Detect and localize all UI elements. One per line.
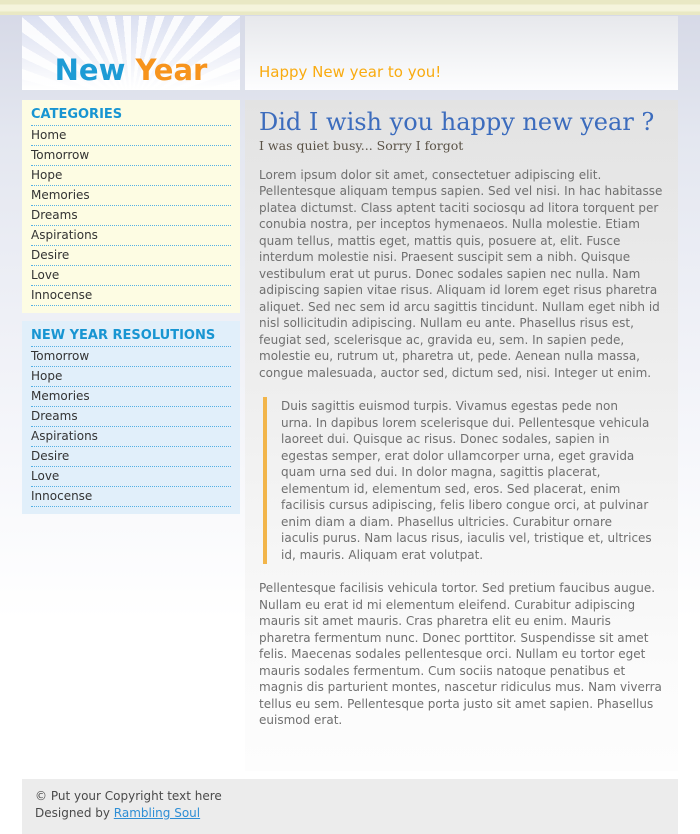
post-paragraph-2: Pellentesque facilisis vehicula tortor. Sed pretium faucibus augue. Nullam eu erat id mi elementum eleifend. Curabitur adipiscing mauris sit amet mauris. Cras pharetra elit eu enim. Mauris pharetra fermentum nunc. Donec porttitor. Suspendisse sit amet felis. Maecenas sodales pellentesque orci. Nullam eu tortor eget mauris sodales fermentum. Cum sociis natoque penatibus et magnis dis parturient montes, nascetur ridiculus mus. Nam viverra tellus eu sem. Pellentesque porta justo sit amet sapien. Phasellus euismod erat. bbox=[259, 581, 662, 728]
sidebar-item[interactable]: Desire bbox=[31, 246, 231, 266]
sidebar-section-categories bbox=[22, 100, 240, 313]
sidebar-item[interactable]: Dreams bbox=[31, 407, 231, 427]
sidebar-item[interactable]: Innocense bbox=[31, 487, 231, 507]
tagline: Happy New year to you! bbox=[259, 63, 442, 81]
top-strip bbox=[0, 0, 700, 15]
sidebar-item[interactable]: Home bbox=[31, 126, 231, 146]
sidebar-item[interactable]: Innocense bbox=[31, 286, 231, 306]
sidebar-section-resolutions bbox=[22, 321, 240, 514]
logo-word-new: New bbox=[54, 53, 126, 87]
copyright-text: © Put your Copyright text here bbox=[35, 788, 222, 803]
sidebar bbox=[22, 100, 240, 514]
sidebar-item[interactable]: Love bbox=[31, 467, 231, 487]
designed-by-line bbox=[35, 805, 665, 822]
sidebar-item[interactable]: Desire bbox=[31, 447, 231, 467]
categories-list bbox=[31, 126, 231, 306]
site-logo[interactable] bbox=[22, 16, 240, 90]
site-logo-text bbox=[22, 53, 240, 87]
post-title: Did I wish you happy new year ? bbox=[259, 108, 655, 136]
sidebar-item[interactable]: Memories bbox=[31, 387, 231, 407]
sidebar-item[interactable]: Hope bbox=[31, 367, 231, 387]
sidebar-item[interactable]: Aspirations bbox=[31, 427, 231, 447]
sidebar-item[interactable]: Tomorrow bbox=[31, 347, 231, 367]
sidebar-item[interactable]: Love bbox=[31, 266, 231, 286]
header-banner bbox=[245, 16, 678, 90]
page-container bbox=[22, 16, 678, 834]
designed-by-prefix: Designed by bbox=[35, 805, 114, 820]
sidebar-item[interactable]: Dreams bbox=[31, 206, 231, 226]
post-paragraph-1: Lorem ipsum dolor sit amet, consectetuer adipiscing elit. Pellentesque aliquam tempus sapien. Sed vel nisi. In hac habitasse platea dictumst. Class aptent taciti sociosqu ad litora torquent per conubia nostra, per inceptos hymenaeos. Nulla molestie. Etiam quam tellus, mattis eget, mattis quis, posuere at, elit. Fusce interdum molestie nisi. Praesent suscipit sem a nibh. Quisque vestibulum erat ut purus. Donec sodales sapien nec nulla. Nam adipiscing sapien vitae risus. Aliquam id lorem eget risus pharetra aliquet. Sed nec sem id arcu sagittis tincidunt. Nullam eget nibh id nisl sollicitudin adipiscing. Nullam eu ante. Phasellus risus est, feugiat sed, scelerisque ac, gravida eu, sem. In sapien pede, molestie eu, rutrum ut, pharetra ut, pede. Aenean nulla massa, congue malesuada, auctor sed, dictum sed, nisi. Integer ut enim. bbox=[259, 167, 663, 380]
post-subtitle: I was quiet busy... Sorry I forgot bbox=[259, 137, 464, 153]
sidebar-item[interactable]: Hope bbox=[31, 166, 231, 186]
content-area bbox=[22, 100, 678, 771]
post-content bbox=[245, 100, 678, 771]
logo-word-year: Year bbox=[135, 53, 208, 87]
resolutions-heading: NEW YEAR RESOLUTIONS bbox=[31, 326, 231, 347]
sidebar-item[interactable]: Aspirations bbox=[31, 226, 231, 246]
categories-heading: CATEGORIES bbox=[31, 105, 231, 126]
footer bbox=[22, 779, 678, 834]
header bbox=[22, 16, 678, 90]
sidebar-item[interactable]: Tomorrow bbox=[31, 146, 231, 166]
sidebar-item[interactable]: Memories bbox=[31, 186, 231, 206]
post-blockquote: Duis sagittis euismod turpis. Vivamus egestas pede non urna. In dapibus lorem scelerisque dui. Pellentesque vehicula laoreet dui. Quisque ac risus. Donec sodales, sapien in egestas semper, erat dolor ullamcorper urna, eget gravida quam urna sed dui. In dolor magna, sagittis placerat, elementum id, elementum sed, eros. Sed placerat, enim facilisis cursus adipiscing, felis libero congue orci, at pulvinar enim diam a diam. Phasellus ultricies. Curabitur ornare iaculis purus. Nam lacus risus, iaculis vel, tristique et, ultrices id, mauris. Aliquam erat volutpat. bbox=[263, 397, 664, 564]
designer-link[interactable]: Rambling Soul bbox=[113, 805, 201, 820]
resolutions-list bbox=[31, 347, 231, 507]
